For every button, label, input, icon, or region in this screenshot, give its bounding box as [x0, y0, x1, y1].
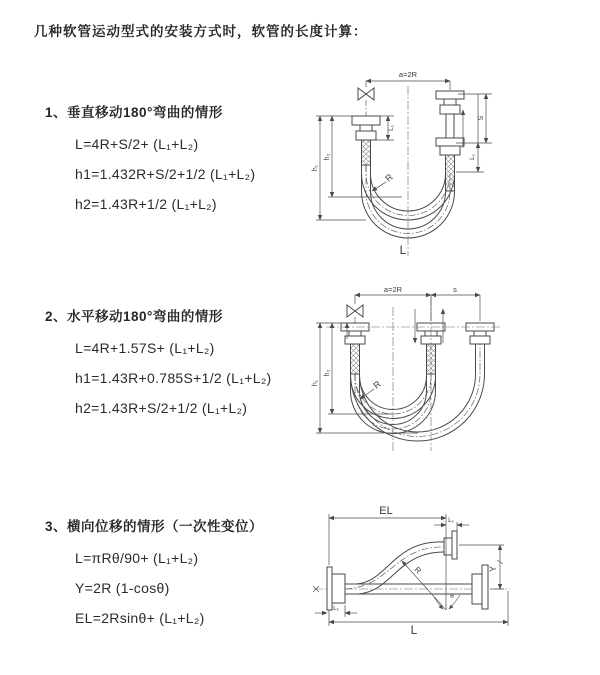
- dim-l1-top-label: L₁: [448, 517, 454, 524]
- right-pipe-fitting: [436, 91, 464, 191]
- angle-label: θ: [450, 593, 454, 600]
- dim-a2r-label: a=2R: [398, 70, 418, 79]
- formula-line: EL=2Rsinθ+ (L₁+L₂): [75, 610, 205, 626]
- left-pipe-fitting: [352, 116, 380, 165]
- dim-l1-left-label: L₁: [388, 125, 395, 131]
- radius-label: R: [412, 565, 423, 576]
- formula-line: Y=2R (1-cosθ): [75, 580, 170, 596]
- dim-h1-label: h₁: [312, 379, 319, 387]
- section-2: [45, 305, 272, 423]
- dim-l1-bottom-label: L₁: [333, 605, 339, 612]
- dim-h2-label: h₂: [324, 369, 331, 377]
- left-pipe-fitting: [341, 323, 369, 374]
- section-3: [45, 515, 263, 633]
- section-3-heading: 3、横向位移的情形（一次性变位）: [45, 519, 264, 534]
- dim-s-label: S: [478, 115, 485, 121]
- dimension-labels: [333, 505, 498, 637]
- dimension-lines: [316, 295, 480, 433]
- dim-s-label: s: [453, 285, 457, 294]
- dim-el-label: EL: [379, 505, 393, 517]
- formula-line: L=4R+1.57S+ (L₁+L₂): [75, 340, 215, 356]
- formula-line: L=πRθ/90+ (L₁+L₂): [75, 550, 199, 566]
- hose-s-curve: [345, 542, 444, 594]
- length-label: L: [410, 623, 418, 637]
- length-label: L: [399, 243, 407, 257]
- page-title: 几种软管运动型式的安装方式时，软管的长度计算：: [34, 24, 368, 39]
- section-1: [45, 101, 255, 219]
- section-1-heading: 1、垂直移动180°弯曲的情形: [45, 105, 223, 120]
- radius-label: R: [383, 171, 395, 184]
- valve-icon: [347, 305, 363, 323]
- section-2-heading: 2、水平移动180°弯曲的情形: [45, 309, 223, 324]
- right-pipe-fitting: [466, 323, 494, 344]
- dimension-lines: [313, 514, 508, 626]
- dimension-lines: [316, 81, 492, 220]
- formula-line: h2=1.43R+S/2+1/2 (L₁+L₂): [75, 400, 248, 416]
- formula-line: h2=1.43R+1/2 (L₁+L₂): [75, 196, 217, 212]
- valve-icon: [358, 88, 374, 116]
- right-flange: [472, 565, 488, 609]
- formula-line: h1=1.432R+S/2+1/2 (L₁+L₂): [75, 166, 256, 182]
- diagram-vertical-180-bend: [306, 64, 598, 266]
- diagram-lateral-displacement: [298, 498, 598, 640]
- hose-u-bends: [351, 344, 485, 441]
- dim-a2r-label: a=2R: [383, 285, 403, 294]
- radius-label: R: [371, 378, 383, 391]
- dim-h2-label: h₂: [324, 153, 331, 161]
- formula-line: h1=1.43R+0.785S+1/2 (L₁+L₂): [75, 370, 272, 386]
- dim-l1-right-label: L₁: [469, 154, 476, 160]
- section-3-formulas: [75, 543, 263, 633]
- dim-h1-label: h₁: [312, 164, 319, 172]
- section-1-formulas: [75, 129, 255, 219]
- formula-line: L=4R+S/2+ (L₁+L₂): [75, 136, 199, 152]
- diagram-horizontal-180-bend: [306, 283, 598, 463]
- section-2-formulas: [75, 333, 272, 423]
- dim-y-label: Y: [488, 565, 498, 573]
- left-flange: [327, 567, 345, 610]
